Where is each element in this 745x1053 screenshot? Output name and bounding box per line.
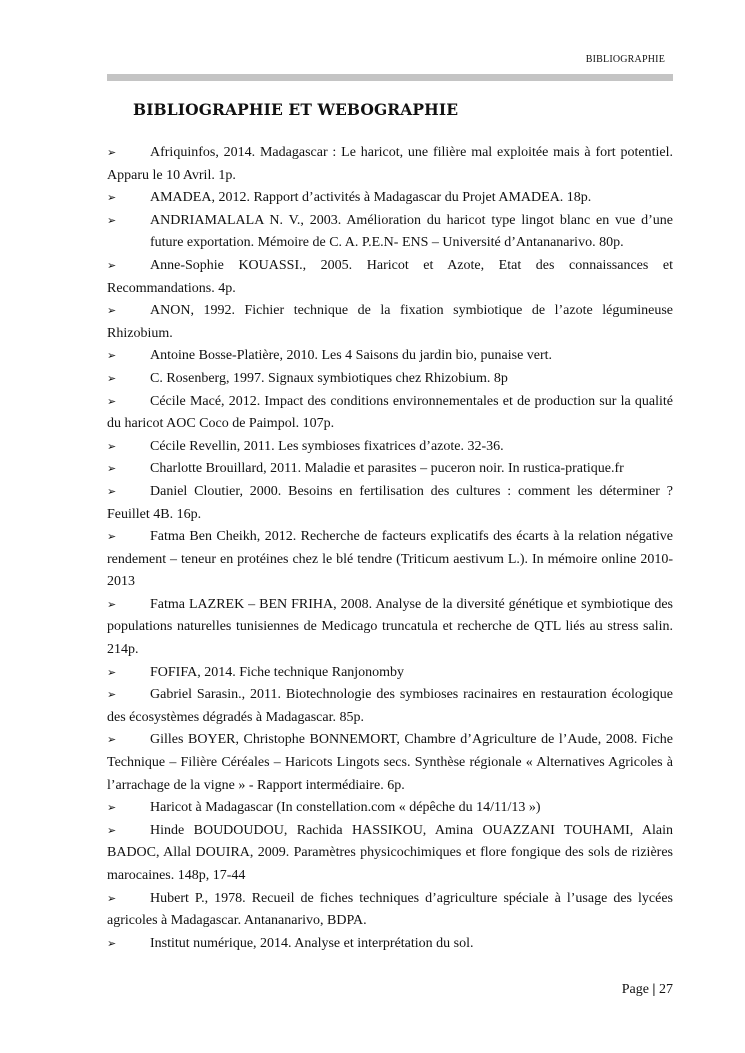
arrow-bullet-icon: ➢ [107, 530, 117, 544]
page-label: Page [621, 982, 649, 997]
bibliography-entry [107, 300, 673, 345]
bibliography-entry [107, 345, 673, 368]
bibliography-entry [107, 210, 673, 255]
bibliography-entry [107, 820, 673, 888]
arrow-bullet-icon: ➢ [107, 213, 117, 227]
arrow-bullet-icon: ➢ [107, 439, 117, 453]
page-footer [622, 982, 673, 998]
bibliography-entry [107, 662, 673, 685]
entry-text: Fatma LAZREK – BEN FRIHA, 2008. Analyse de la diversité génétique et symbiotique des populations naturelles tunisiennes de Medicago truncatula et recherche de QTL liés au stress salin. 214p. [107, 596, 673, 658]
page-number: 27 [659, 982, 673, 997]
arrow-bullet-icon: ➢ [107, 688, 117, 702]
bibliography-entry [107, 187, 673, 210]
arrow-bullet-icon: ➢ [107, 823, 117, 837]
entry-text: ANDRIAMALALA N. V., 2003. Amélioration du haricot type lingot blanc en vue d’une future exportation. Mémoire de C. A. P.E.N- ENS – Université d’Antananarivo. 80p. [150, 212, 673, 251]
arrow-bullet-icon: ➢ [107, 394, 117, 408]
page-title: BIBLIOGRAPHIE ET WEBOGRAPHIE [133, 100, 459, 119]
bibliography-entry [107, 368, 673, 391]
bibliography-entry [107, 729, 673, 797]
arrow-bullet-icon: ➢ [107, 733, 117, 747]
entry-text: C. Rosenberg, 1997. Signaux symbiotiques chez Rhizobium. 8p [150, 370, 508, 386]
page-separator: | [652, 982, 656, 997]
arrow-bullet-icon: ➢ [107, 597, 117, 611]
bibliography-entry [107, 391, 673, 436]
entry-text: FOFIFA, 2014. Fiche technique Ranjonomby [150, 664, 405, 680]
entry-text: Cécile Revellin, 2011. Les symbioses fixatrices d’azote. 32-36. [150, 438, 504, 454]
bibliography-entry [107, 436, 673, 459]
arrow-bullet-icon: ➢ [107, 258, 117, 272]
arrow-bullet-icon: ➢ [107, 349, 117, 363]
entry-text: Gilles BOYER, Christophe BONNEMORT, Chambre d’Agriculture de l’Aude, 2008. Fiche Technique – Filière Céréales – Haricots Lingots secs. Synthèse régionale « Alternatives Agricoles à l’arrachage de la vigne » - Rapport intermédiaire. 6p. [107, 732, 673, 793]
entry-text: Institut numérique, 2014. Analyse et interprétation du sol. [150, 935, 474, 951]
arrow-bullet-icon: ➢ [107, 936, 117, 950]
entry-text: Antoine Bosse-Platière, 2010. Les 4 Saisons du jardin bio, punaise vert. [150, 348, 553, 364]
bibliography-entry [107, 255, 673, 300]
entry-text: Hinde BOUDOUDOU, Rachida HASSIKOU, Amina OUAZZANI TOUHAMI, Alain BADOC, Allal DOUIRA, 2009. Paramètres physicochimiques et flore fongique des sols de rizières marocaines. 148p, 17-44 [107, 822, 673, 883]
running-header: BIBLIOGRAPHIE [585, 54, 665, 65]
entry-text: Cécile Macé, 2012. Impact des conditions environnementales et de production sur la qualité du haricot AOC Coco de Paimpol. 107p. [107, 393, 673, 432]
entry-text: Daniel Cloutier, 2000. Besoins en fertilisation des cultures : comment les déterminer ? Feuillet 4B. 16p. [107, 483, 673, 522]
arrow-bullet-icon: ➢ [107, 371, 117, 385]
entry-text: Anne-Sophie KOUASSI., 2005. Haricot et Azote, Etat des connaissances et Recommandations. 4p. [107, 257, 673, 296]
bibliography-entry [107, 797, 673, 820]
bibliography-entry [107, 933, 673, 956]
bibliography-entry [107, 458, 673, 481]
arrow-bullet-icon: ➢ [107, 191, 117, 205]
entry-text: ANON, 1992. Fichier technique de la fixation symbiotique de l’azote légumineuse Rhizobium. [107, 303, 673, 341]
bibliography-entry [107, 684, 673, 729]
entry-text: Haricot à Madagascar (In constellation.com « dépêche du 14/11/13 ») [150, 800, 541, 816]
bibliography-entry [107, 481, 673, 526]
entry-text: Gabriel Sarasin., 2011. Biotechnologie des symbioses racinaires en restauration écologique des écosystèmes dégradés à Madagascar. 85p. [107, 687, 673, 725]
arrow-bullet-icon: ➢ [107, 801, 117, 815]
bibliography-entry [107, 526, 673, 594]
bibliography-entry [107, 888, 673, 933]
header-rule [107, 74, 673, 81]
arrow-bullet-icon: ➢ [107, 146, 117, 159]
entry-text: Afriquinfos, 2014. Madagascar : Le haricot, une filière mal exploitée mais à fort potentiel. Apparu le 10 Avril. 1p. [107, 145, 673, 183]
entry-text: AMADEA, 2012. Rapport d’activités à Madagascar du Projet AMADEA. 18p. [150, 190, 592, 206]
entry-text: Hubert P., 1978. Recueil de fiches techniques d’agriculture spéciale à l’usage des lycées agricoles à Madagascar. Antananarivo, BDPA. [107, 890, 673, 929]
entry-text: Charlotte Brouillard, 2011. Maladie et parasites – puceron noir. In rustica-pratique.fr [150, 461, 624, 477]
entry-text: Fatma Ben Cheikh, 2012. Recherche de facteurs explicatifs des écarts à la relation négative rendement – teneur en protéines chez le blé tendre (Triticum aestivum L.). In mémoire online 2010-2013 [107, 529, 673, 590]
arrow-bullet-icon: ➢ [107, 462, 117, 476]
arrow-bullet-icon: ➢ [107, 891, 117, 905]
arrow-bullet-icon: ➢ [107, 665, 117, 679]
bibliography-list [107, 142, 673, 955]
arrow-bullet-icon: ➢ [107, 304, 117, 318]
arrow-bullet-icon: ➢ [107, 484, 117, 498]
bibliography-entry [107, 142, 673, 187]
bibliography-entry [107, 594, 673, 662]
